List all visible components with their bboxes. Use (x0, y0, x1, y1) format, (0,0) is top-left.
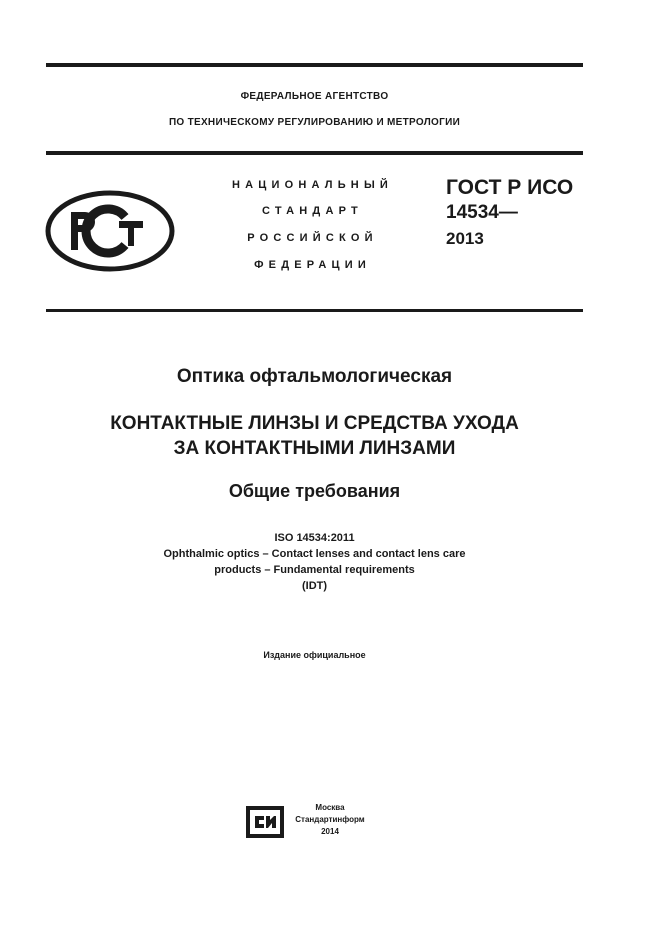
iso-title-line-2: products – Fundamental requirements (214, 564, 415, 576)
agency-line-1: ФЕДЕРАЛЬНОЕ АГЕНТСТВО (240, 91, 389, 102)
standartinform-logo-icon (246, 806, 284, 838)
top-rule (46, 63, 583, 67)
standard-type-line-1: НАЦИОНАЛЬНЫЙ (231, 179, 394, 191)
title-main-line-1: КОНТАКТНЫЕ ЛИНЗЫ И СРЕДСТВА УХОДА (110, 413, 519, 434)
standard-type-line-2: СТАНДАРТ (262, 205, 363, 217)
header-rule (46, 151, 583, 155)
standard-type-line-4: ФЕДЕРАЦИИ (254, 259, 371, 271)
designation-line-1: ГОСТ Р ИСО (446, 176, 574, 199)
publisher-city: Москва (315, 803, 345, 812)
section-rule (46, 309, 583, 312)
title-sub: Общие требования (228, 481, 401, 501)
publisher-year: 2014 (321, 827, 339, 836)
designation-line-3: 2013 (446, 229, 484, 248)
iso-block (46, 530, 583, 594)
iso-equivalence: (IDT) (301, 580, 328, 592)
publisher-block (290, 802, 370, 838)
title-main-line-2: ЗА КОНТАКТНЫМИ ЛИНЗАМИ (173, 438, 456, 459)
edition-label: Издание официальное (263, 650, 366, 660)
designation-line-2: 14534— (446, 202, 518, 223)
agency-line-2: ПО ТЕХНИЧЕСКОМУ РЕГУЛИРОВАНИЮ И МЕТРОЛОГИИ (168, 117, 461, 128)
iso-title-line-1: Ophthalmic optics – Contact lenses and contact lens care (163, 548, 466, 560)
iso-number: ISO 14534:2011 (274, 532, 355, 544)
title-main (46, 411, 583, 461)
standard-type-line-3: РОССИЙСКОЙ (247, 232, 378, 244)
publisher-name: Стандартинформ (295, 815, 365, 824)
title-group: Оптика офтальмологическая (176, 366, 453, 387)
rst-logo-icon (45, 190, 175, 272)
